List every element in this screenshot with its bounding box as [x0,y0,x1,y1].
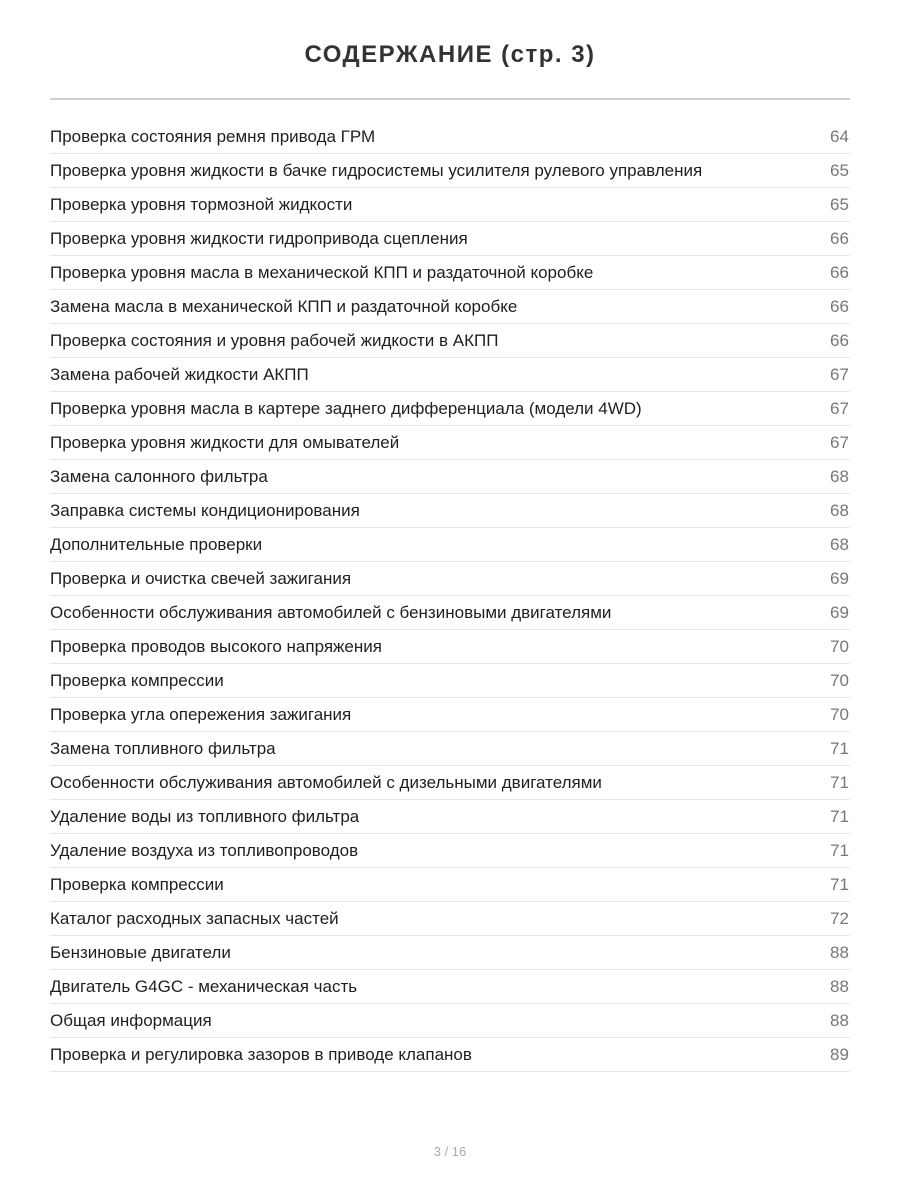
toc-entry[interactable] [50,630,850,664]
toc-entry-title: Особенности обслуживания автомобилей с дизельными двигателями [50,773,602,792]
toc-list [50,120,850,1072]
toc-entry-page-number: 88 [830,1011,849,1030]
toc-entry[interactable] [50,324,850,358]
toc-entry-page-number: 67 [830,399,849,418]
toc-entry-page-number: 66 [830,297,849,316]
toc-entry-page-number: 65 [830,161,849,180]
toc-entry-title: Проверка и регулировка зазоров в приводе клапанов [50,1045,472,1064]
toc-entry[interactable] [50,766,850,800]
toc-entry-title: Проверка уровня жидкости в бачке гидросистемы усилителя рулевого управления [50,161,703,180]
toc-entry-page-number: 64 [830,127,849,146]
toc-entry[interactable] [50,120,850,154]
title-divider [50,98,850,100]
toc-entry-page-number: 70 [830,637,849,656]
toc-entry-title: Проверка компрессии [50,671,224,690]
toc-entry-page-number: 71 [830,875,849,894]
toc-entry[interactable] [50,1004,850,1038]
toc-entry-title: Проверка уровня масла в картере заднего дифференциала (модели 4WD) [50,399,642,418]
toc-entry-page-number: 66 [830,331,849,350]
toc-entry-title: Проверка проводов высокого напряжения [50,637,382,656]
toc-entry[interactable] [50,392,850,426]
toc-entry-title: Проверка состояния и уровня рабочей жидкости в АКПП [50,331,499,350]
toc-entry-title: Проверка уровня жидкости для омывателей [50,433,400,452]
toc-entry-page-number: 66 [830,229,849,248]
toc-entry-page-number: 67 [830,433,849,452]
toc-entry-title: Замена рабочей жидкости АКПП [50,365,309,384]
toc-entry[interactable] [50,188,850,222]
toc-entry-page-number: 70 [830,671,849,690]
toc-entry[interactable] [50,732,850,766]
toc-entry-title: Заправка системы кондиционирования [50,501,360,520]
toc-entry[interactable] [50,868,850,902]
toc-entry-page-number: 71 [830,807,849,826]
toc-entry-page-number: 66 [830,263,849,282]
toc-entry[interactable] [50,936,850,970]
toc-entry[interactable] [50,222,850,256]
toc-entry-title: Особенности обслуживания автомобилей с бензиновыми двигателями [50,603,612,622]
toc-entry-title: Проверка компрессии [50,875,224,894]
toc-entry-title: Общая информация [50,1011,212,1030]
toc-entry-page-number: 89 [830,1045,849,1064]
page-indicator: 3 / 16 [433,1144,467,1159]
toc-entry-title: Удаление воды из топливного фильтра [50,807,360,826]
toc-entry-page-number: 72 [830,909,849,928]
toc-entry-title: Каталог расходных запасных частей [50,909,339,928]
toc-entry-title: Бензиновые двигатели [50,943,231,962]
toc-entry[interactable] [50,154,850,188]
toc-entry-title: Удаление воздуха из топливопроводов [50,841,359,860]
toc-entry-page-number: 68 [830,467,849,486]
toc-entry-page-number: 88 [830,977,849,996]
toc-entry-title: Замена масла в механической КПП и раздаточной коробке [50,297,518,316]
page-title: СОДЕРЖАНИЕ (стр. 3) [304,41,596,68]
toc-entry-title: Замена салонного фильтра [50,467,268,486]
toc-entry-title: Проверка уровня масла в механической КПП и раздаточной коробке [50,263,594,282]
toc-entry[interactable] [50,800,850,834]
toc-entry-title: Проверка и очистка свечей зажигания [50,569,352,588]
toc-entry[interactable] [50,834,850,868]
toc-entry[interactable] [50,970,850,1004]
toc-entry-title: Двигатель G4GC - механическая часть [50,977,358,996]
toc-entry-page-number: 71 [830,739,849,758]
toc-entry-title: Замена топливного фильтра [50,739,276,758]
toc-entry-page-number: 68 [830,501,849,520]
toc-entry-title: Дополнительные проверки [50,535,263,554]
toc-entry-page-number: 88 [830,943,849,962]
toc-entry-title: Проверка уровня тормозной жидкости [50,195,353,214]
toc-entry[interactable] [50,562,850,596]
toc-entry-page-number: 67 [830,365,849,384]
toc-entry[interactable] [50,902,850,936]
toc-entry-page-number: 71 [830,841,849,860]
toc-entry-page-number: 68 [830,535,849,554]
toc-entry-page-number: 71 [830,773,849,792]
toc-entry[interactable] [50,426,850,460]
toc-entry[interactable] [50,596,850,630]
toc-entry[interactable] [50,664,850,698]
toc-entry-page-number: 70 [830,705,849,724]
toc-entry[interactable] [50,698,850,732]
toc-entry[interactable] [50,290,850,324]
toc-entry[interactable] [50,256,850,290]
toc-entry[interactable] [50,460,850,494]
toc-entry-page-number: 69 [830,603,849,622]
toc-entry-title: Проверка уровня жидкости гидропривода сцепления [50,229,468,248]
toc-entry[interactable] [50,494,850,528]
toc-entry-page-number: 69 [830,569,849,588]
toc-entry-page-number: 65 [830,195,849,214]
toc-entry-title: Проверка угла опережения зажигания [50,705,352,724]
toc-entry[interactable] [50,1038,850,1072]
toc-entry-title: Проверка состояния ремня привода ГРМ [50,127,376,146]
toc-entry[interactable] [50,528,850,562]
toc-entry[interactable] [50,358,850,392]
